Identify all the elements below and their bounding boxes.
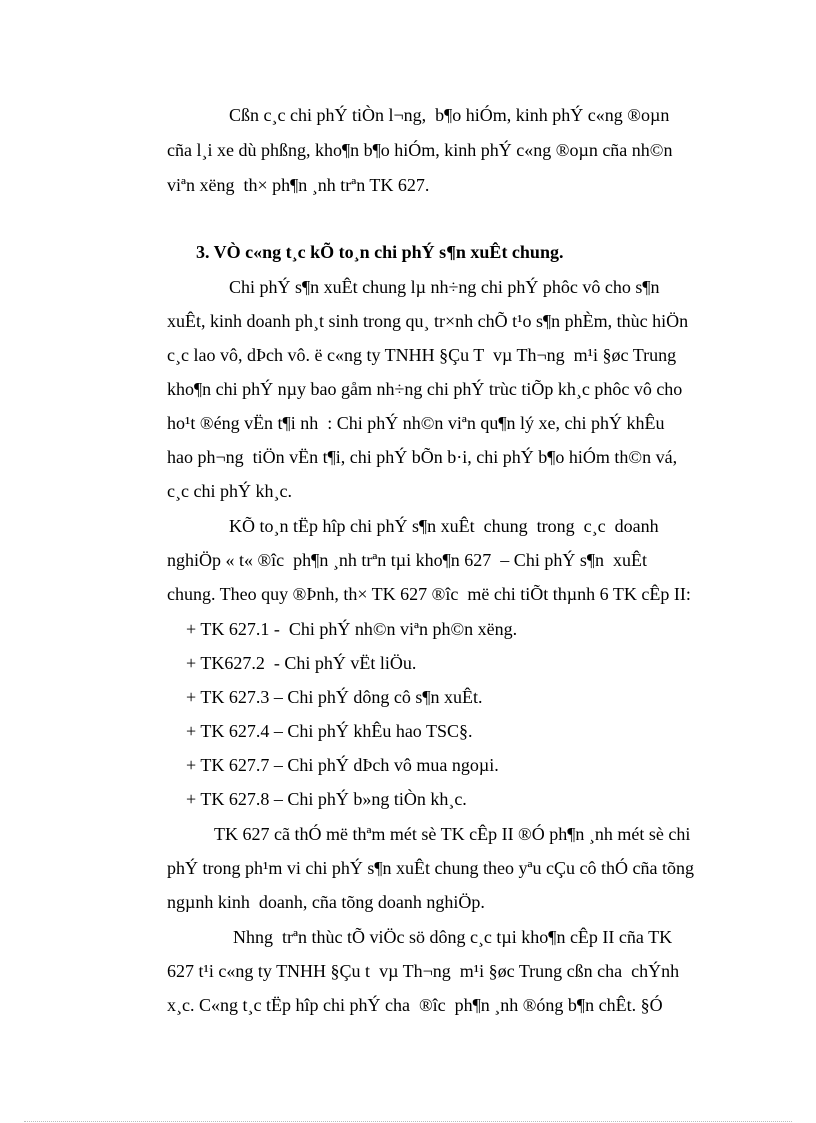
account-list-item: + TK 627.1 - Chi phÝ nh©n viªn ph©n xëng. [186,619,518,639]
footer-divider [24,1121,792,1122]
text-line: Nhng trªn thùc tÕ viÖc sö dông c¸c tµi kho¶n cÊp II cña TK [233,927,673,947]
text-line: hao ph¬ng tiÖn vËn t¶i, chi phÝ bÕn b·i, chi phÝ b¶o hiÓm th©n vá, [167,447,678,467]
text-line: c¸c lao vô, dÞch vô. ë c«ng ty TNHH §Çu T vµ Th¬ng m¹i §øc Trung [167,345,677,365]
account-list-item: + TK627.2 - Chi phÝ vËt liÖu. [186,653,417,673]
text-line: ngµnh kinh doanh, cña tõng doanh nghiÖp. [167,892,485,912]
text-line: chung. Theo quy ®Þnh, th× TK 627 ®îc më chi tiÕt thµnh 6 TK cÊp II: [167,584,691,604]
text-line: Chi phÝ s¶n xuÊt chung lµ nh÷ng chi phÝ phôc vô cho s¶n [229,277,660,297]
text-line: KÕ to¸n tËp hîp chi phÝ s¶n xuÊt chung trong c¸c doanh [229,516,659,536]
account-list-item: + TK 627.8 – Chi phÝ b»ng tiÒn kh¸c. [186,789,467,809]
text-line: Cßn c¸c chi phÝ tiÒn l¬ng, b¶o hiÓm, kinh phÝ c«ng ®oµn [229,105,670,125]
text-line: c¸c chi phÝ kh¸c. [167,481,292,501]
text-line: viªn xëng th× ph¶n ¸nh trªn TK 627. [167,175,430,195]
section-heading: 3. VÒ c«ng t¸c kÕ to¸n chi phÝ s¶n xuÊt chung. [196,242,564,262]
text-line: kho¶n chi phÝ nµy bao gåm nh÷ng chi phÝ trùc tiÕp kh¸c phôc vô cho [167,379,683,399]
text-line: TK 627 cã thÓ më thªm mét sè TK cÊp II ®Ó ph¶n ¸nh mét sè chi [214,824,691,844]
account-list-item: + TK 627.7 – Chi phÝ dÞch vô mua ngoµi. [186,755,499,775]
account-list-item: + TK 627.4 – Chi phÝ khÊu hao TSC§. [186,721,473,741]
text-line: ho¹t ®éng vËn t¶i nh : Chi phÝ nh©n viªn qu¶n lý xe, chi phÝ khÊu [167,413,665,433]
text-line: x¸c. C«ng t¸c tËp hîp chi phÝ cha ®îc ph¶n ¸nh ®óng b¶n chÊt. §Ó [167,995,663,1015]
text-line: xuÊt, kinh doanh ph¸t sinh trong qu¸ tr×nh chÕ t¹o s¶n phÈm, thùc hiÖn [167,311,689,331]
text-line: 627 t¹i c«ng ty TNHH §Çu t vµ Th¬ng m¹i §øc Trung cßn cha chÝnh [167,961,680,981]
text-line: phÝ trong ph¹m vi chi phÝ s¶n xuÊt chung theo yªu cÇu cô thÓ cña tõng [167,858,694,878]
account-list-item: + TK 627.3 – Chi phÝ dông cô s¶n xuÊt. [186,687,483,707]
text-line: cña l¸i xe dù phßng, kho¶n b¶o hiÓm, kinh phÝ c«ng ®oµn cña nh©n [167,140,673,160]
text-line: nghiÖp « t« ®îc ph¶n ¸nh trªn tµi kho¶n 627 – Chi phÝ s¶n xuÊt [167,550,647,570]
